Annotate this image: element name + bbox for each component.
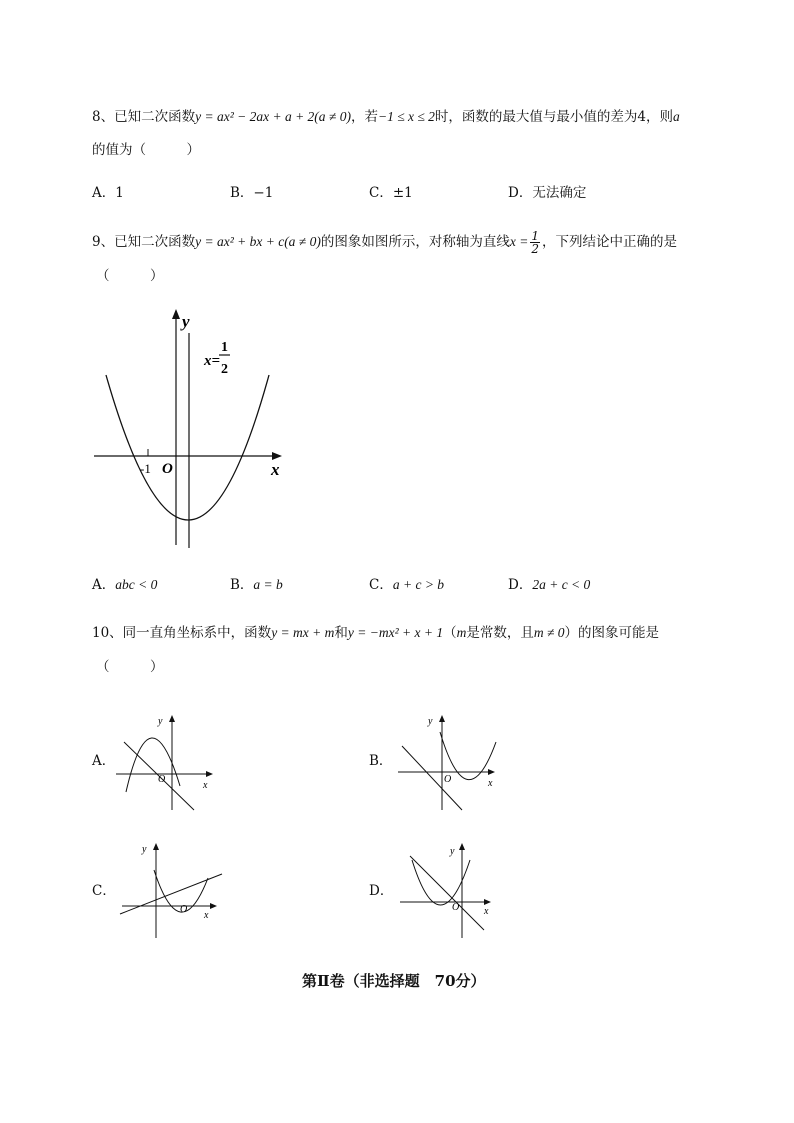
q9-origin-label: O xyxy=(162,461,173,477)
q9-option-d-expr: 2a + c < 0 xyxy=(532,577,591,592)
graph-b-x-arrow xyxy=(488,769,495,775)
q10-cond1: 是常数，且 xyxy=(466,625,534,641)
q8-option-b: B．−1 xyxy=(230,185,274,201)
q9-option-d: D．2a + c < 0 xyxy=(508,577,591,593)
graph-d-o-label: O xyxy=(452,902,460,913)
q9-middle: 的图象如图所示，对称轴为直线 xyxy=(320,234,510,250)
q10-line2: （ ） xyxy=(96,659,164,675)
graph-a-o-label: O xyxy=(158,774,166,785)
q10-option-d-label: D． xyxy=(369,883,394,899)
graph-a-y-label: y xyxy=(158,716,163,727)
graph-d-y-arrow xyxy=(459,843,465,850)
q8-var: a xyxy=(672,109,680,124)
graph-c-line xyxy=(120,874,222,914)
q10-graph-a xyxy=(110,712,220,812)
q9-axis-label-den: 2 xyxy=(221,362,228,377)
q10-paren-close: ）的图象可能是 xyxy=(564,625,660,641)
q9-prefix: 9、已知二次函数 xyxy=(92,234,196,250)
graph-b-x-label: x xyxy=(488,778,493,789)
graph-a-x-label: x xyxy=(203,780,208,791)
graph-c-y-arrow xyxy=(153,843,159,850)
q9-parabola-graph xyxy=(90,305,290,555)
q9-option-a-expr: abc < 0 xyxy=(115,577,158,592)
graph-d-y-label: y xyxy=(450,846,455,857)
q9-y-arrow xyxy=(172,309,180,319)
graph-b-line xyxy=(402,746,462,810)
q9-y-label: y xyxy=(182,312,190,331)
section-title: 第Ⅱ卷（非选择题 70分） xyxy=(302,972,486,990)
q9-option-c-expr: a + c > b xyxy=(392,577,445,592)
graph-c-x-arrow xyxy=(210,903,217,909)
graph-b-y-arrow xyxy=(439,715,445,722)
graph-d-line xyxy=(410,856,484,930)
q10-option-c-label: C． xyxy=(92,883,116,899)
q9-suffix: ，下列结论中正确的是 xyxy=(541,234,677,250)
q9-axis-fraction xyxy=(530,230,540,255)
q9-option-a: A．abc < 0 xyxy=(92,577,158,593)
graph-c-y-label: y xyxy=(142,844,147,855)
q9-function: y = ax² + bx + c(a ≠ 0) xyxy=(195,234,321,249)
q10-line1 xyxy=(92,624,659,642)
graph-c-o-label: O xyxy=(180,904,188,915)
q10-mid: 和 xyxy=(334,625,348,641)
q10-graph-b xyxy=(392,712,502,812)
q9-line2: （ ） xyxy=(96,268,164,284)
q10-func2: y = −mx² + x + 1 xyxy=(347,625,444,640)
q9-axis-label-num: 1 xyxy=(221,340,228,355)
graph-d-x-arrow xyxy=(484,899,491,905)
q10-cond2: m ≠ 0 xyxy=(533,625,565,640)
graph-c-x-label: x xyxy=(204,910,209,921)
q10-graph-d xyxy=(396,840,506,940)
q10-graph-c xyxy=(116,840,226,940)
q9-axis-label-var: x= xyxy=(204,353,221,369)
q9-x-arrow xyxy=(272,452,282,460)
q8-option-c: C．±1 xyxy=(369,185,413,201)
graph-b-o-label: O xyxy=(444,774,452,785)
q8-option-a: A．1 xyxy=(92,185,124,201)
q9-frac-den: 2 xyxy=(531,242,539,256)
graph-d-x-label: x xyxy=(484,906,489,917)
q8-line1 xyxy=(92,108,680,126)
q10-func1: y = mx + m xyxy=(271,625,335,640)
graph-b-y-label: y xyxy=(428,716,433,727)
q8-condition: −1 ≤ x ≤ 2 xyxy=(377,109,435,124)
q9-axis-var: x = xyxy=(509,234,529,249)
q9-tick-label: -1 xyxy=(140,461,151,476)
q8-line2: 的值为（ ） xyxy=(92,142,200,158)
q9-option-b: B．a = b xyxy=(230,577,283,593)
graph-a-y-arrow xyxy=(169,715,175,722)
q10-paren-open: （ xyxy=(443,625,457,641)
q9-line1 xyxy=(92,230,677,255)
q9-x-label: x xyxy=(271,460,280,479)
q8-prefix: 8、已知二次函数 xyxy=(92,109,196,125)
q8-middle: ，若 xyxy=(350,109,378,125)
q9-frac-num: 1 xyxy=(531,229,539,243)
q8-suffix: 时，函数的最大值与最小值的差为4，则 xyxy=(434,109,673,125)
q10-option-b-label: B． xyxy=(369,753,393,769)
q9-option-c: C．a + c > b xyxy=(369,577,445,593)
q10-prefix: 10、同一直角坐标系中，函数 xyxy=(92,625,272,641)
q9-option-b-expr: a = b xyxy=(253,577,283,592)
q8-function: y = ax² − 2ax + a + 2(a ≠ 0) xyxy=(195,109,351,124)
q10-var-m: m xyxy=(456,625,467,640)
q10-option-a-label: A． xyxy=(92,753,116,769)
graph-a-x-arrow xyxy=(206,771,213,777)
q9-parabola xyxy=(106,375,269,520)
q8-option-d: D．无法确定 xyxy=(508,185,587,201)
